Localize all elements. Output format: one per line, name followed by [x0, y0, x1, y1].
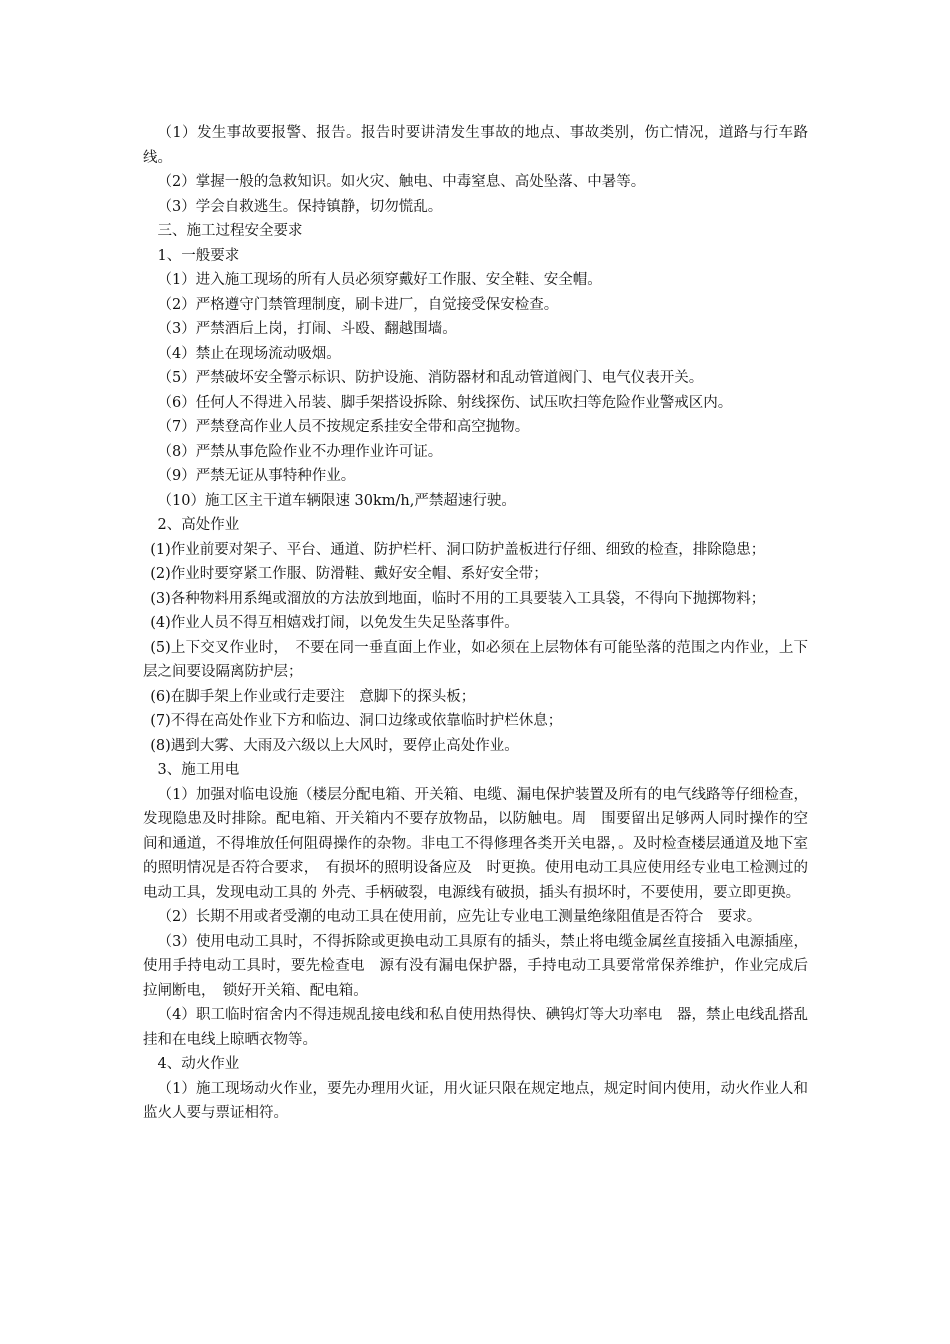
- paragraph-general-2: （2）严格遵守门禁管理制度，刷卡进厂，自觉接受保安检查。: [157, 296, 559, 313]
- paragraph-general-8: （8）严禁从事危险作业不办理作业许可证。: [157, 443, 443, 460]
- subsection-heading-general: 1、一般要求: [157, 247, 240, 264]
- paragraph-height-6: (6)在脚手架上作业或行走要注 意脚下的探头板；: [150, 688, 476, 705]
- paragraph-self-rescue: （3）学会自救逃生。保持镇静，切勿慌乱。: [157, 198, 443, 215]
- paragraph-height-8: (8)遇到大雾、大雨及六级以上大风时，要停止高处作业。: [150, 737, 519, 754]
- paragraph-general-1: （1）进入施工现场的所有人员必须穿戴好工作服、安全鞋、安全帽。: [157, 272, 602, 288]
- paragraph-height-3: (3)各种物料用系绳或溜放的方法放到地面，临时不用的工具要装入工具袋，不得向下抛掷物料；: [150, 590, 766, 607]
- document-page: [143, 121, 808, 1126]
- paragraph-height-4: (4)作业人员不得互相嬉戏打闹，以免发生失足坠落事件。: [150, 615, 519, 631]
- paragraph-general-5: （5）严禁破坏安全警示标识、防护设施、消防器材和乱动管道阀门、电气仪表开关。: [157, 370, 704, 386]
- paragraph-electricity-3: （3）使用电动工具时，不得拆除或更换电动工具原有的插头，禁止将电缆金属丝直接插入电源插座，使用手持电动工具时，要先检查电 源有没有漏电保护器，手持电动工具要常常保养维护，作业完成后拉闸断电， 锁好开关箱、配电箱。: [143, 933, 808, 999]
- subsection-heading-work-at-height: 2、高处作业: [157, 517, 240, 533]
- paragraph-hot-work-1: （1）施工现场动火作业，要先办理用火证，用火证只限在规定地点，规定时间内使用，动火作业人和监火人要与票证相符。: [143, 1080, 808, 1121]
- paragraph-general-10: （10）施工区主干道车辆限速 30km/h,严禁超速行驶。: [157, 492, 516, 509]
- paragraph-electricity-2: （2）长期不用或者受潮的电动工具在使用前，应先让专业电工测量绝缘阻值是否符合 要求。: [157, 909, 762, 925]
- section-heading-construction-safety: 三、施工过程安全要求: [157, 223, 303, 239]
- paragraph-height-5: (5)上下交叉作业时， 不要在同一垂直面上作业，如必须在上层物体有可能坠落的范围之内作业，上下层之间要设隔离防护层；: [143, 639, 808, 680]
- subsection-heading-electricity: 3、施工用电: [157, 762, 240, 778]
- paragraph-general-3: （3）严禁酒后上岗，打闹、斗殴、翻越围墙。: [157, 321, 457, 337]
- paragraph-electricity-4: （4）职工临时宿舍内不得违规乱接电线和私自使用热得快、碘钨灯等大功率电 器，禁止电线乱搭乱挂和在电线上晾晒衣物等。: [143, 1007, 808, 1048]
- paragraph-height-1: (1)作业前要对架子、平台、通道、防护栏杆、洞口防护盖板进行仔细、细致的检查，排除隐患；: [150, 541, 766, 558]
- paragraph-general-4: （4）禁止在现场流动吸烟。: [157, 345, 341, 362]
- paragraph-first-aid: （2）掌握一般的急救知识。如火灾、触电、中毒窒息、高处坠落、中暑等。: [157, 174, 646, 190]
- paragraph-height-2: (2)作业时要穿紧工作服、防滑鞋、戴好安全帽、系好安全带；: [150, 566, 548, 582]
- paragraph-general-7: （7）严禁登高作业人员不按规定系挂安全带和高空抛物。: [157, 419, 530, 435]
- paragraph-general-9: （9）严禁无证从事特种作业。: [157, 468, 356, 484]
- paragraph-electricity-1: （1）加强对临电设施（楼层分配电箱、开关箱、电缆、漏电保护装置及所有的电气线路等仔细检查，发现隐患及时排除。配电箱、开关箱内不要存放物品，以防触电。周 围要留出足够两人同时操作的空间和通道，不得堆放任何阻碍操作的杂物。非电工不得修理各类开关电器，。及时检查楼层通道及地下室的照明情况是否符合要求， 有损坏的照明设备应及 时更换。使用电动工具应使用经专业电工检测过的电动工具，发现电动工具的 外壳、手柄破裂，电源线有破损，插头有损坏时，不要使用，要立即更换。: [143, 786, 808, 901]
- paragraph-general-6: （6）任何人不得进入吊装、脚手架搭设拆除、射线探伤、试压吹扫等危险作业警戒区内。: [157, 394, 733, 411]
- paragraph-height-7: (7)不得在高处作业下方和临边、洞口边缘或依靠临时护栏休息；: [150, 713, 563, 729]
- subsection-heading-hot-work: 4、动火作业: [157, 1056, 240, 1072]
- paragraph-accident-report: （1）发生事故要报警、报告。报告时要讲清发生事故的地点、事故类别，伤亡情况，道路与行车路线。: [143, 125, 808, 166]
